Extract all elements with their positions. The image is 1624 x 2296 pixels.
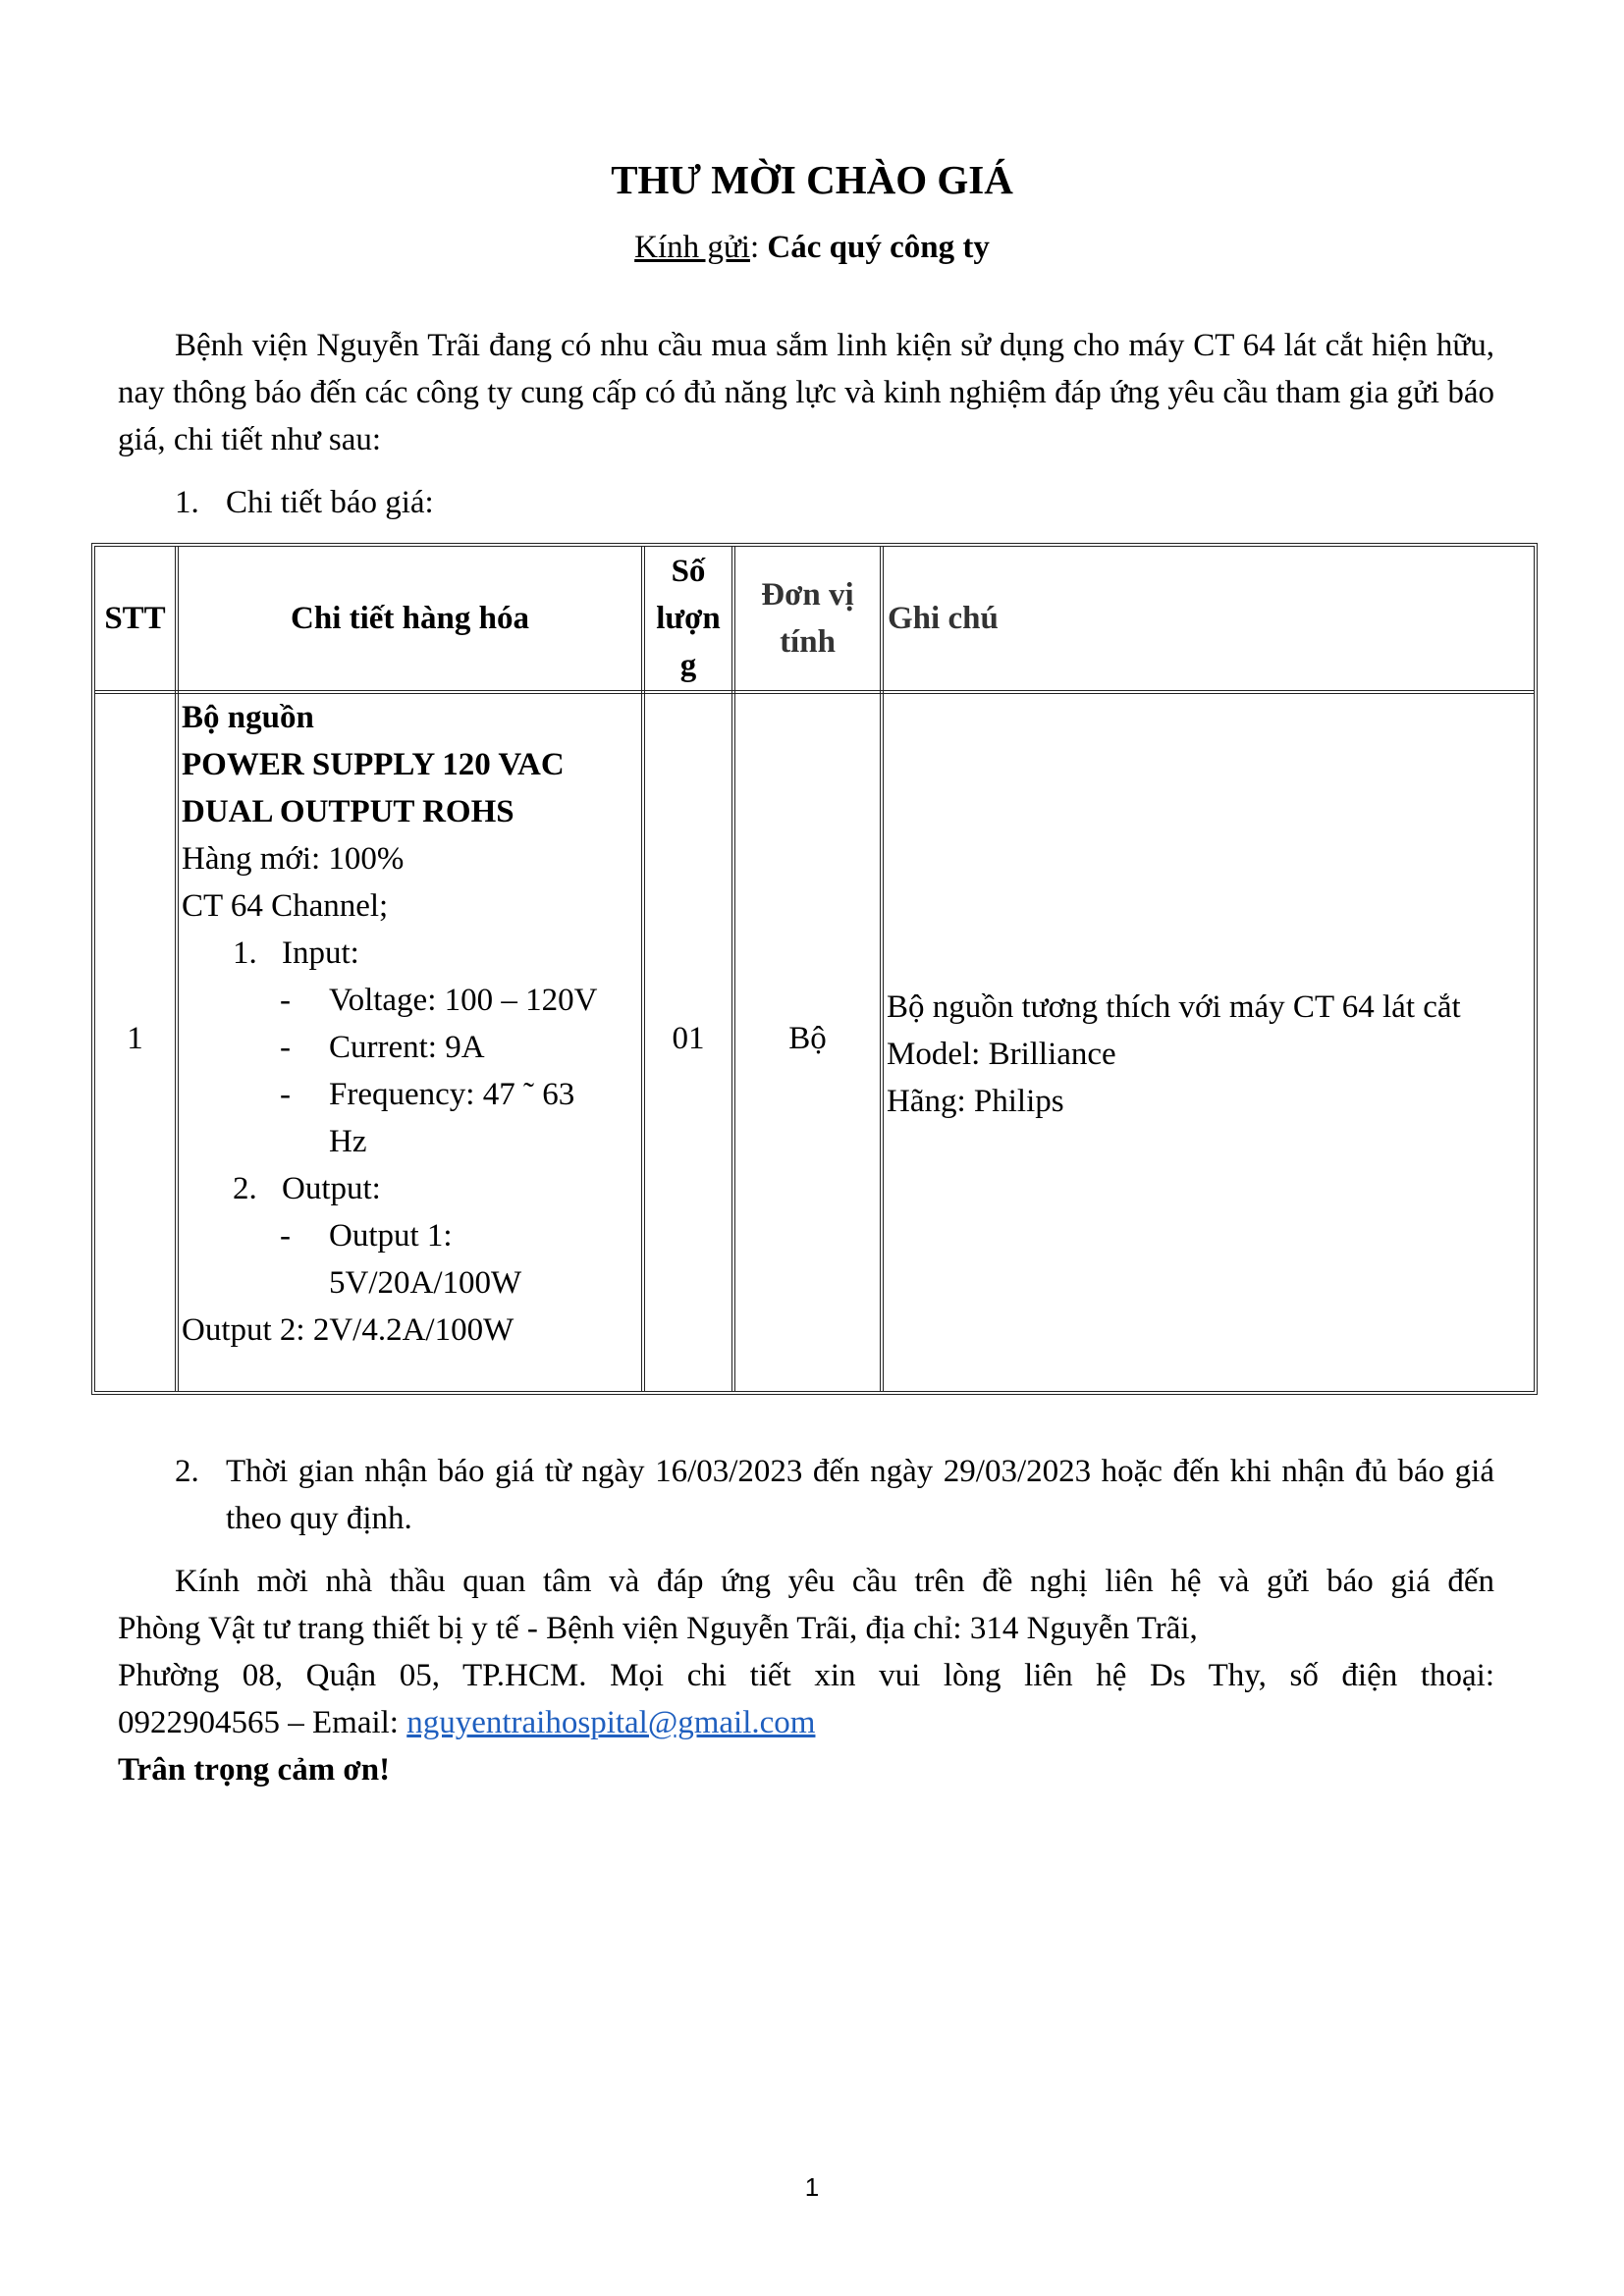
header-unit-line: Đơn vị	[761, 577, 854, 613]
header-quantity	[645, 547, 731, 690]
dash-bullet: -	[280, 1030, 291, 1065]
contact-phone: 0922904565 – Email:	[118, 1705, 407, 1740]
note-line: Model: Brilliance	[887, 1037, 1116, 1072]
contact-line: Phòng Vật tư trang thiết bị y tế - Bệnh viện Nguyễn Trãi, địa chỉ: 314 Nguyễn Trãi,	[118, 1611, 1198, 1646]
salutation	[0, 228, 1624, 267]
contact-line: Phường 08, Quận 05, TP.HCM. Mọi chi tiết xin vui lòng liên hệ Ds Thy, số điện thoại:	[118, 1658, 1494, 1693]
item-model-line: DUAL OUTPUT ROHS	[182, 794, 514, 829]
input-spec	[182, 1071, 639, 1118]
output-heading-text: Output:	[282, 1171, 381, 1206]
section-2	[175, 1448, 1494, 1542]
input-heading-text: Input:	[282, 935, 359, 971]
input-spec-wrap: Hz	[329, 1124, 367, 1159]
row-notes	[887, 984, 1535, 1125]
row-unit: Bộ	[788, 1021, 827, 1056]
page-title: THƯ MỜI CHÀO GIÁ	[611, 157, 1013, 202]
page-number: 1	[804, 2172, 820, 2202]
intro-paragraph	[118, 322, 1494, 463]
input-spec-text: Frequency: 47 ˜ 63	[329, 1077, 575, 1112]
header-quantity-line: lượn	[656, 601, 721, 636]
row-quantity: 01	[672, 1021, 705, 1056]
contact-paragraph	[118, 1558, 1494, 1793]
item-condition: Hàng mới: 100%	[182, 841, 405, 877]
input-spec	[182, 977, 639, 1024]
note-line: Hãng: Philips	[887, 1084, 1064, 1119]
section-1-number: 1.	[175, 485, 199, 520]
dash-bullet: -	[280, 983, 291, 1018]
row-item-details	[182, 694, 639, 1354]
contact-line: Kính mời nhà thầu quan tâm và đáp ứng yêu cầu trên đề nghị liên hệ và gửi báo giá đến	[175, 1564, 1494, 1599]
item-name: Bộ nguồn	[182, 700, 314, 735]
quotation-table	[91, 543, 1538, 1395]
salutation-recipient: Các quý công ty	[767, 230, 990, 265]
email-link[interactable]: nguyentraihospital@gmail.com	[406, 1705, 816, 1740]
dash-bullet: -	[280, 1218, 291, 1254]
output-spec	[182, 1212, 639, 1259]
section-2-text: Thời gian nhận báo giá từ ngày 16/03/2023 đến ngày 29/03/2023 hoặc đến khi nhận đủ báo giá theo quy định.	[226, 1454, 1494, 1536]
contact-email-line	[118, 1699, 1494, 1746]
header-unit-line: tính	[780, 624, 836, 660]
header-unit	[735, 547, 880, 690]
input-spec-text: Current: 9A	[329, 1030, 485, 1065]
closing-text: Trân trọng cảm ơn!	[118, 1752, 391, 1788]
output-spec-wrap: 5V/20A/100W	[329, 1265, 522, 1301]
item-channel: CT 64 Channel;	[182, 888, 389, 924]
header-quantity-line: Số	[671, 554, 706, 589]
output-spec-text: Output 1:	[329, 1218, 453, 1254]
section-1-heading	[175, 479, 1494, 526]
row-stt: 1	[127, 1021, 143, 1056]
header-quantity-line: g	[679, 648, 697, 683]
input-spec-text: Voltage: 100 – 120V	[329, 983, 598, 1018]
input-heading-number: 1.	[233, 935, 257, 971]
note-line: Bộ nguồn tương thích với máy CT 64 lát cắt	[887, 989, 1461, 1025]
header-item-details: Chi tiết hàng hóa	[291, 601, 529, 636]
item-model-line: POWER SUPPLY 120 VAC	[182, 747, 565, 782]
output-heading-number: 2.	[233, 1171, 257, 1206]
header-stt: STT	[104, 601, 166, 636]
input-heading	[182, 930, 639, 977]
section-1-text: Chi tiết báo giá:	[226, 485, 434, 520]
section-2-number: 2.	[175, 1454, 199, 1489]
header-notes: Ghi chú	[888, 601, 999, 636]
salutation-separator: :	[749, 230, 768, 265]
dash-bullet: -	[280, 1077, 291, 1112]
input-spec	[182, 1024, 639, 1071]
output-spec-2: Output 2: 2V/4.2A/100W	[182, 1312, 514, 1348]
salutation-label: Kính gửi	[634, 230, 750, 265]
intro-text: Bệnh viện Nguyễn Trãi đang có nhu cầu mua sắm linh kiện sử dụng cho máy CT 64 lát cắt hiện hữu, nay thông báo đến các công ty cung cấp có đủ năng lực và kinh nghiệm đáp ứng yêu cầu tham gia gửi báo giá, chi tiết như sau:	[118, 328, 1494, 457]
output-heading	[182, 1165, 639, 1212]
